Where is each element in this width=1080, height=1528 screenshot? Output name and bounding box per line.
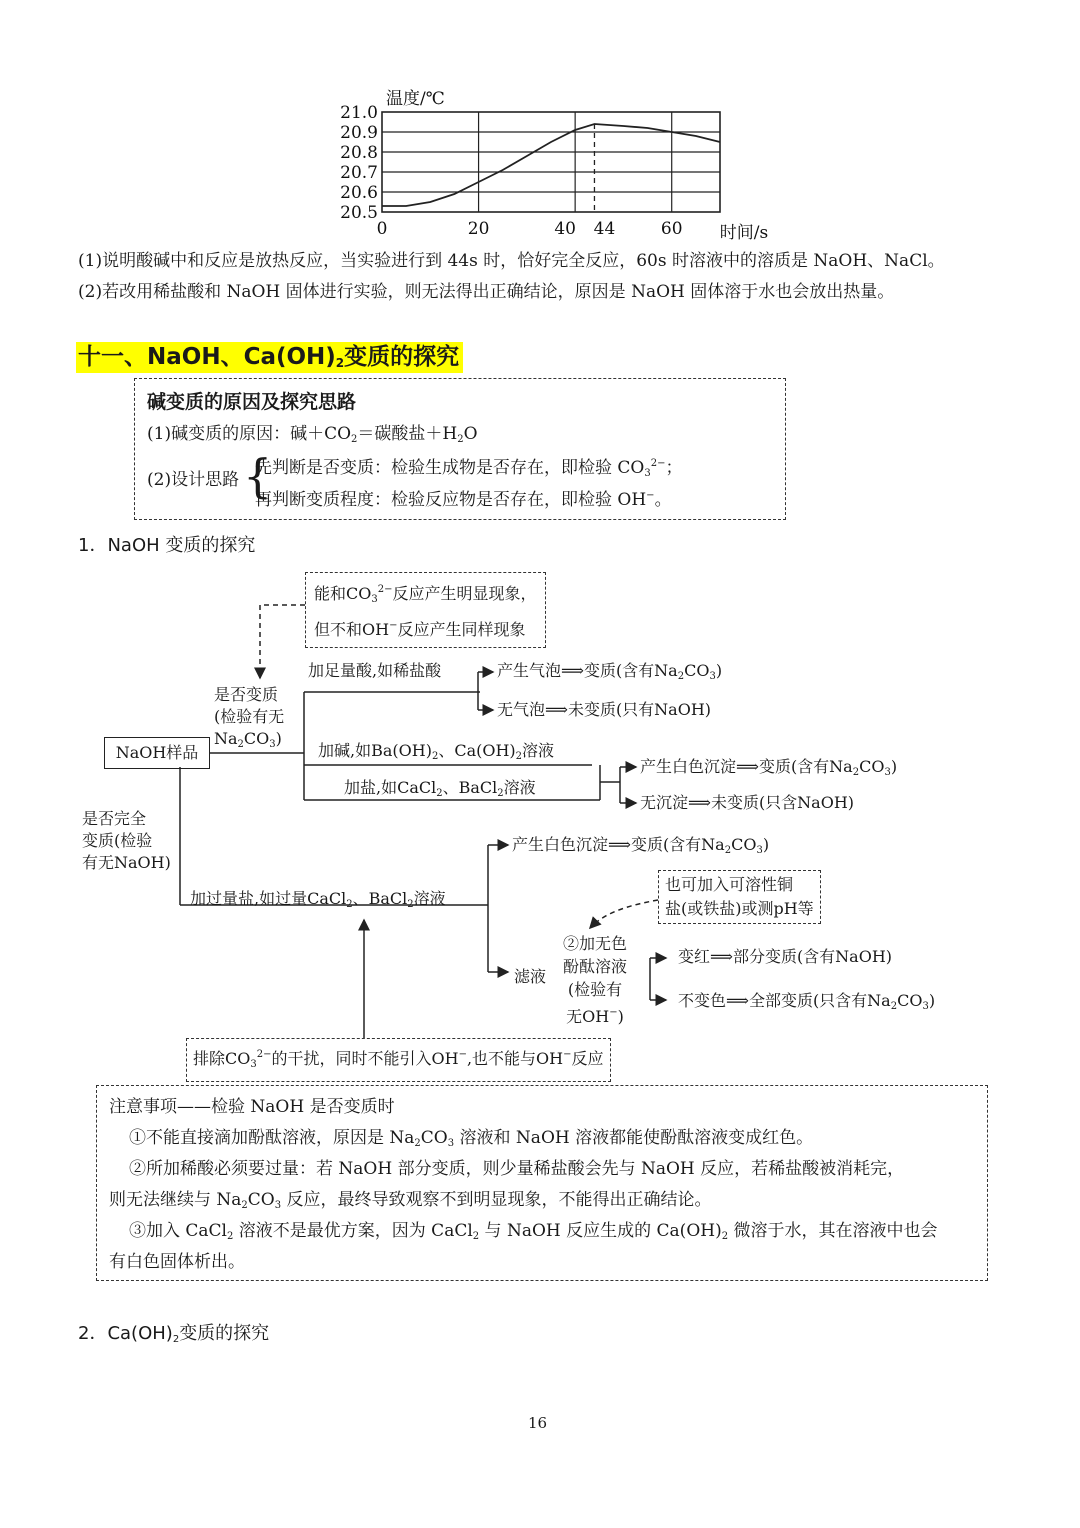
q2-line-1: 是否完全: [82, 809, 147, 828]
conclusion-2: (2)若改用稀盐酸和 NaOH 固体进行实验，则无法得出正确结论，原因是 NaOH 固体溶于水也会放出热量。: [78, 282, 895, 302]
base-sub2: 2: [515, 751, 523, 762]
bsr1-a: 产生白色沉淀⟹变质(含有Na: [640, 757, 853, 776]
question-completely: [82, 808, 171, 874]
phr2-c: ): [928, 991, 936, 1010]
phr2-sub2: 3: [922, 1001, 929, 1012]
step2-b: 。: [654, 490, 672, 510]
step1-sup: 2−: [650, 458, 666, 469]
base-sub: 2: [431, 751, 439, 762]
filtrate-label: 滤液: [514, 967, 547, 986]
y-tick-label: 20.7: [340, 163, 378, 183]
q2-line-2: 变质(检验: [82, 831, 153, 850]
n1-sub2: 3: [447, 1138, 455, 1149]
n1-sub: 2: [414, 1138, 421, 1149]
notes-heading: 注意事项——检验 NaOH 是否变质时: [109, 1097, 395, 1117]
exr1-b: CO: [731, 835, 757, 854]
section-title-b: 变质的探究: [344, 344, 460, 370]
top-note-box: [305, 572, 546, 648]
bsr1-c: ): [890, 757, 898, 776]
side-note-line-2: 盐(或铁盐)或测pH等: [665, 899, 814, 918]
bn-a: 排除CO: [193, 1049, 251, 1068]
n3l1-c: 与 NaOH 反应生成的 Ca(OH): [479, 1221, 722, 1241]
base-b: 、Ca(OH): [438, 741, 516, 760]
ar1-a: 产生气泡⟹变质(含有Na: [497, 661, 678, 680]
q1l3-sub: 2: [237, 739, 244, 750]
base-c: 溶液: [522, 741, 555, 760]
bsr1-b: CO: [859, 757, 885, 776]
base-reagent: [318, 740, 554, 768]
subheading-2: [78, 1319, 269, 1345]
n2l2-c: 反应，最终导致观察不到明显现象，不能得出正确结论。: [281, 1190, 712, 1210]
phr2-a: 不变色⟹全部变质(只含有Na: [678, 991, 891, 1010]
phl4-a: 无OH: [566, 1007, 610, 1026]
exr1-sub: 2: [724, 845, 732, 856]
y-tick-label: 20.6: [340, 183, 378, 203]
step1-sub: 3: [644, 468, 651, 479]
tn1-b: 反应产生明显现象，: [392, 584, 537, 603]
reason-c: O: [463, 424, 478, 444]
n1-a: ①不能直接滴加酚酞溶液，原因是 Na: [129, 1128, 415, 1148]
exr1-sub2: 3: [756, 845, 763, 856]
acid-reagent: 加足量酸,如稀盐酸: [308, 661, 442, 680]
salt-b: 、BaCl: [442, 778, 498, 797]
q1-line-2: (检验有无: [214, 707, 285, 726]
bn-b: 的干扰，同时不能引入OH: [271, 1049, 459, 1068]
acid-result-none: 无气泡⟹未变质(只有NaOH): [497, 700, 712, 719]
ar1-b: CO: [684, 661, 710, 680]
q1-line-3: [214, 728, 284, 756]
section-title-a: 十一、NaOH、Ca(OH): [78, 344, 336, 370]
q1l3-b: CO: [243, 729, 270, 748]
n2l2-sub2: 3: [274, 1200, 282, 1211]
ar1-sub: 2: [677, 671, 685, 682]
sub2-b: 变质的探究: [179, 1323, 270, 1344]
phr2-b: CO: [897, 991, 923, 1010]
phl4-b: ): [617, 1007, 624, 1026]
ex-c: 溶液: [413, 889, 446, 908]
bn-sup: 2−: [256, 1049, 272, 1060]
note-3-line-1: [129, 1216, 938, 1252]
sub2-a: 2．Ca(OH): [78, 1323, 173, 1344]
ph-line-1: ②加无色: [563, 934, 628, 953]
side-note-box: [658, 870, 821, 924]
plot-frame: [382, 112, 720, 212]
y-tick-label: 20.8: [340, 143, 378, 163]
tn1-sup: 2−: [377, 584, 393, 595]
exr1-c: ): [762, 835, 770, 854]
acid-result-bubbles: [497, 660, 722, 688]
tn1-sub: 3: [371, 594, 378, 605]
step1-b: ；: [665, 458, 683, 478]
sub2-sub: 2: [172, 1334, 180, 1345]
notes-box: [96, 1085, 988, 1281]
box1-design-label: (2)设计思路: [147, 470, 240, 490]
salt-c: 溶液: [503, 778, 536, 797]
tn2-sup: −: [389, 620, 398, 631]
n2l2-sub: 2: [241, 1200, 248, 1211]
ar1-sub2: 3: [709, 671, 716, 682]
ph-result-red: 变红⟹部分变质(含有NaOH): [678, 947, 893, 966]
box1-step2: [255, 481, 672, 515]
salt-sub: 2: [436, 788, 443, 799]
bsr1-sub2: 3: [884, 767, 891, 778]
ph-result-unchanged: [678, 990, 935, 1018]
tn1-a: 能和CO: [314, 584, 372, 603]
conclusion-1: (1)说明酸碱中和反应是放热反应，当实验进行到 44s 时，恰好完全反应，60s 时溶液中的溶质是 NaOH、NaCl。: [78, 251, 945, 271]
bottom-note-box: [186, 1038, 611, 1082]
y-tick-label: 20.9: [340, 123, 378, 143]
naoh-sample-box: NaOH样品: [104, 737, 210, 769]
step1-a: 先判断是否变质：检验生成物是否存在，即检验 CO: [255, 458, 645, 478]
temperature-curve: [382, 124, 720, 206]
reason-sub: 2: [351, 434, 358, 445]
bn-d: 反应: [571, 1049, 604, 1068]
side-note-line-1: 也可加入可溶性铜: [665, 875, 794, 894]
y-tick-label: 20.5: [340, 203, 378, 223]
q1l3-sub2: 3: [269, 739, 276, 750]
n3l1-sub2: 2: [472, 1231, 480, 1242]
ex-sub: 2: [346, 899, 353, 910]
n2l2-a: 则无法继续与 Na: [109, 1190, 242, 1210]
n1-c: 溶液和 NaOH 溶液都能使酚酞溶液变成红色。: [454, 1128, 814, 1148]
excess-salt-reagent: [190, 888, 446, 916]
n3l1-sub: 2: [227, 1231, 234, 1242]
phl4-sup: −: [609, 1007, 618, 1018]
n3l1-b: 溶液不是最优方案，因为 CaCl: [233, 1221, 473, 1241]
ph-line-2: 酚酞溶液: [563, 957, 628, 976]
bn-sup3: −: [563, 1049, 572, 1060]
ph-line-3: (检验有: [567, 980, 623, 999]
section-title-sub: 2: [335, 356, 345, 370]
n2l2-b: CO: [247, 1190, 275, 1210]
reason-b: ＝碳酸盐＋H: [357, 424, 458, 444]
salt-reagent: [344, 777, 536, 805]
phr2-sub: 2: [890, 1001, 898, 1012]
bn-c: ,也不能与OH: [466, 1049, 564, 1068]
n3l1-a: ③加入 CaCl: [129, 1221, 227, 1241]
x-tick-label: 40: [554, 219, 576, 239]
box1-heading: 碱变质的原因及探究思路: [147, 391, 357, 413]
base-salt-result-precipitate: [640, 756, 897, 784]
tn2-a: 但不和OH: [314, 620, 390, 639]
q1l3-c: ): [275, 729, 282, 748]
deterioration-reason-box: [134, 378, 786, 520]
subheading-1: 1．NaOH 变质的探究: [78, 535, 256, 556]
n3l1-sub3: 2: [721, 1231, 729, 1242]
page-number: 16: [528, 1414, 548, 1432]
section-title: [76, 338, 463, 371]
top-note-line-2: [314, 613, 537, 643]
n1-b: CO: [420, 1128, 448, 1148]
x-tick-label: 44: [593, 219, 616, 239]
x-axis-label: 时间/s: [719, 223, 769, 243]
x-tick-label: 60: [660, 219, 683, 239]
question-deteriorated: [214, 684, 284, 756]
ex-b: 、BaCl: [352, 889, 408, 908]
phenolphthalein-step: [563, 932, 627, 1028]
x-tick-label: 20: [467, 219, 490, 239]
box1-brace: {: [243, 449, 273, 503]
tn2-b: 反应产生同样现象: [397, 620, 526, 639]
y-tick-label: 21.0: [340, 103, 378, 123]
bn-sup2: −: [458, 1049, 467, 1060]
n3l1-d: 微溶于水，其在溶液中也会: [728, 1221, 938, 1241]
base-a: 加碱,如Ba(OH): [318, 741, 432, 760]
reason-a: (1)碱变质的原因：碱＋CO: [147, 424, 352, 444]
note-3-line-2: 有白色固体析出。: [109, 1252, 245, 1272]
step2-sup: −: [646, 490, 655, 501]
q2-line-3: 有无NaOH): [82, 853, 171, 872]
temperature-chart: [330, 82, 769, 243]
q1l3-a: Na: [214, 729, 238, 748]
excess-result-precipitate: [512, 834, 769, 862]
y-axis-label: 温度/℃: [386, 89, 445, 109]
q1-line-1: 是否变质: [214, 685, 279, 704]
step2-a: 再判断变质程度：检验反应物是否存在，即检验 OH: [255, 490, 647, 510]
ph-line-4: [563, 1001, 627, 1028]
salt-sub2: 2: [497, 788, 504, 799]
ar1-c: ): [715, 661, 723, 680]
base-salt-result-none: 无沉淀⟹未变质(只含NaOH): [640, 793, 855, 812]
top-note-line-1: [314, 577, 537, 613]
ex-a: 加过量盐,如过量CaCl: [190, 889, 347, 908]
bn-sub: 3: [250, 1059, 257, 1070]
chart-svg: [330, 82, 769, 243]
note-2-line-1: ②所加稀酸必须要过量：若 NaOH 部分变质，则少量稀盐酸会先与 NaOH 反应，若稀盐酸被消耗完，: [129, 1159, 905, 1179]
bsr1-sub: 2: [852, 767, 860, 778]
x-tick-label: 0: [376, 219, 388, 239]
exr1-a: 产生白色沉淀⟹变质(含有Na: [512, 835, 725, 854]
reason-sub2: 2: [457, 434, 464, 445]
ex-sub2: 2: [407, 899, 414, 910]
salt-a: 加盐,如CaCl: [344, 778, 437, 797]
